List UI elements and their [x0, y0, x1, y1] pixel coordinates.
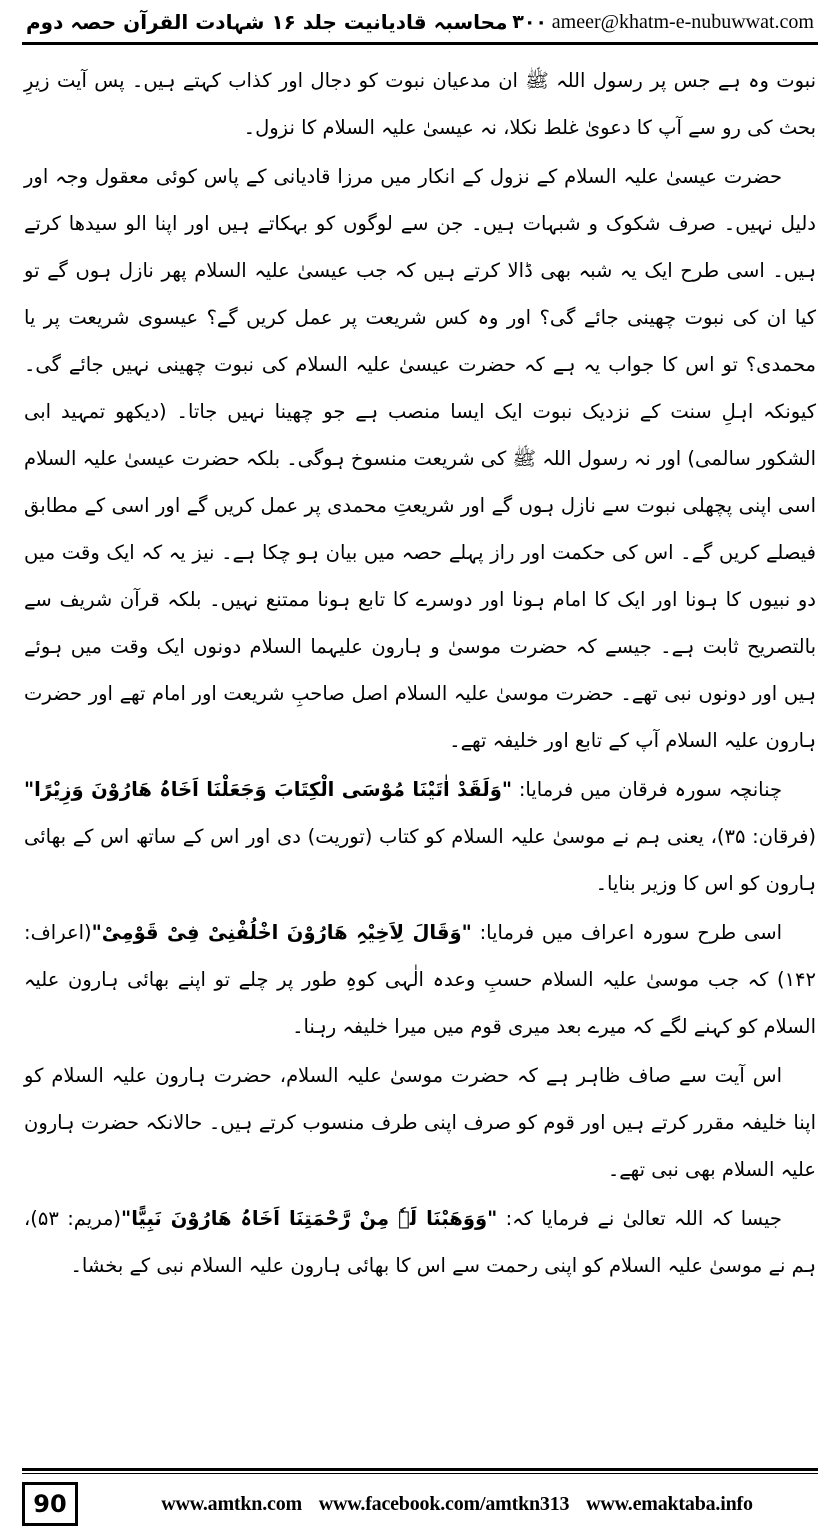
header-center-group [512, 11, 547, 33]
paragraph-3 [24, 766, 816, 907]
paragraph-3-lead: چنانچہ سورہ فرقان میں فرمایا: [511, 778, 783, 801]
quran-ref-maryam: (مریم: ۵۳) [30, 1207, 122, 1230]
paragraph-6-lead: جیسا کہ اللہ تعالیٰ نے فرمایا کہ: [497, 1207, 782, 1230]
footer-divider [22, 1468, 818, 1471]
paragraph-6-tail: ، ہم نے موسیٰ علیہ السلام کو اپنی رحمت سے اس کا بھائی ہارون علیہ السلام نبی کے بخشا۔ [24, 1207, 816, 1277]
paragraph-6 [24, 1195, 816, 1289]
quran-quote-maryam: "وَوَھَبْنَا لَہٗ مِنْ رَّحْمَتِنَا اَخَاہُ ھَارُوْنَ نَبِیًّا" [121, 1207, 498, 1230]
footer-page-number: 90 [22, 1482, 78, 1526]
footer-links [96, 1493, 818, 1516]
footer-row [22, 1482, 818, 1526]
header-page-number: ۳۰۰ [512, 11, 548, 33]
paragraph-2: حضرت عیسیٰ علیہ السلام کے نزول کے انکار میں مرزا قادیانی کے پاس کوئی معقول وجہ اور دلیل نہیں۔ صرف شکوک و شبہات ہیں۔ جن سے لوگوں کو بہکاتے ہیں اور اپنا الو سیدھا کرتے ہیں۔ اسی طرح ایک یہ شبہ بھی ڈالا کرتے ہیں کہ جب عیسیٰ علیہ السلام پھر نازل ہوں گے تو کیا ان کی نبوت چھینی جائے گی؟ اور وہ کس شریعت پر عمل کریں گے؟ عیسوی شریعت پر یا محمدی؟ تو اس کا جواب یہ ہے کہ حضرت عیسیٰ علیہ السلام کی نبوت چھینی نہیں جائے گی۔ کیونکہ اہلِ سنت کے نزدیک نبوت ایک ایسا منصب ہے جو چھینا نہیں جاتا۔ (دیکھو تمہید ابی الشکور سالمی) اور نہ رسول اللہ ﷺ کی شریعت منسوخ ہوگی۔ بلکہ حضرت عیسیٰ علیہ السلام اسی اپنی پچھلی نبوت سے نازل ہوں گے اور شریعتِ محمدی پر عمل کریں گے اور اسی کے مطابق فیصلے کریں گے۔ اس کی حکمت اور راز پہلے حصہ میں بیان ہو چکا ہے۔ نیز یہ کہ ایک وقت میں دو نبیوں کا ہونا اور ایک کا امام ہونا اور دوسرے کا تابع ہونا ممتنع نہیں۔ بلکہ قرآن شریف سے بالتصریح ثابت ہے۔ جیسے کہ حضرت موسیٰ و ہارون علیہما السلام دونوں ایک وقت میں ہوئے ہیں اور دونوں نبی تھے۔ حضرت موسیٰ علیہ السلام اصل صاحبِ شریعت اور امام تھے اور حضرت ہارون علیہ السلام آپ کے تابع اور خلیفہ تھے۔ [24, 165, 816, 752]
paragraph-4-tail: کہ جب موسیٰ علیہ السلام حسبِ وعدہ الٰہی کوہِ طور پر چلے تو اپنے بھائی ہارون علیہ السلام کو کہنے لگے کہ میرے بعد میری قوم میں میرا خلیفہ رہنا۔ [24, 968, 816, 1038]
paragraph-4-lead: اسی طرح سورہ اعراف میں فرمایا: [471, 921, 782, 944]
paragraph-3-tail: ، یعنی ہم نے موسیٰ علیہ السلام کو کتاب (توریت) دی اور اس کے ساتھ اس کے بھائی ہارون کو اس کا وزیر بنایا۔ [24, 825, 816, 895]
footer-link-website[interactable]: www.amtkn.com [161, 1492, 302, 1515]
quran-ref-araf: (اعراف: ۱۴۲) [24, 921, 816, 991]
footer-link-facebook[interactable]: www.facebook.com/amtkn313 [318, 1492, 570, 1515]
paragraph-1: نبوت وہ ہے جس پر رسول اللہ ﷺ ان مدعیان نبوت کو دجال اور کذاب کہتے ہیں۔ پس آیت زیرِ بحث کی رو سے آپ کا دعویٰ غلط نکلا، نہ عیسیٰ علیہ السلام کا نزول۔ [24, 69, 816, 139]
paragraph-4 [24, 909, 816, 1050]
contact-email: ameer@khatm-e-nubuwwat.com [551, 10, 814, 33]
page-body [0, 45, 840, 1289]
footer-link-emaktaba[interactable]: www.emaktaba.info [586, 1492, 753, 1515]
quran-ref-furqan: (فرقان: ۳۵) [716, 825, 817, 848]
paragraph-5: اس آیت سے صاف ظاہر ہے کہ حضرت موسیٰ علیہ السلام، حضرت ہارون علیہ السلام کو اپنا خلیفہ مقرر کرتے ہیں اور قوم کو صرف اپنی طرف منسوب کرتے ہیں۔ حالانکہ حضرت ہارون علیہ السلام بھی نبی تھے۔ [24, 1064, 816, 1181]
quran-quote-araf: "وَقَالَ لِاَخِیْہِ ھَارُوْنَ اخْلُفْنِیْ فِیْ قَوْمِیْ" [91, 921, 472, 944]
footer-divider-thin [22, 1473, 818, 1474]
quran-quote-furqan: "وَلَقَدْ اٰتَیْنَا مُوْسَی الْکِتَابَ وَجَعَلْنَا اَخَاہُ ھَارُوْنَ وَزِیْرًا" [24, 778, 512, 801]
page-footer [0, 1468, 840, 1540]
page-header [0, 0, 840, 38]
book-title: محاسبہ قادیانیت جلد ۱۶ شہادت القرآن حصہ دوم [26, 10, 508, 34]
